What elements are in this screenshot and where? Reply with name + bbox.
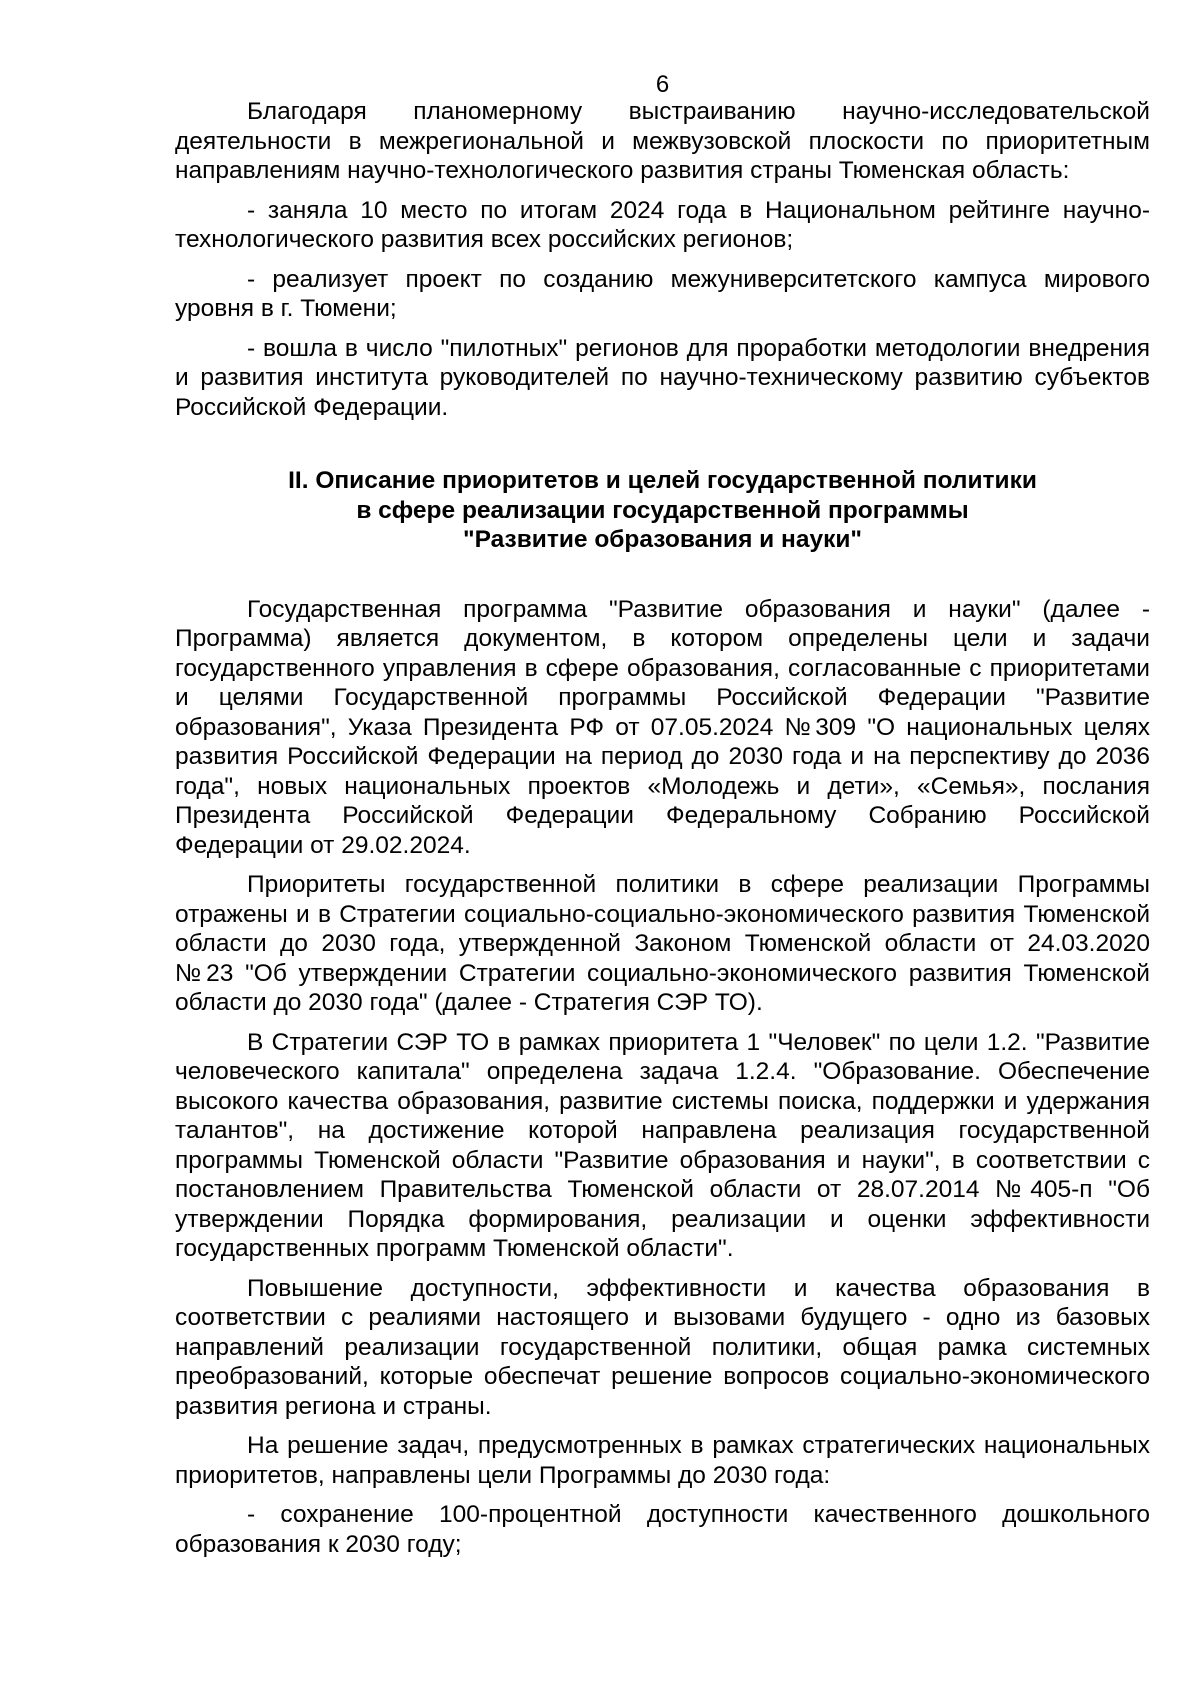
section-heading-line: в сфере реализации государственной программы (356, 496, 969, 524)
intro-paragraph: Благодаря планомерному выстраиванию научно-исследовательской деятельности в межрегиональной и межвузовской плоскости по приоритетным направлениям научно-технологического развития страны Тюменская область: (175, 98, 1150, 184)
page-number: 6 (655, 71, 670, 98)
body-paragraph: Повышение доступности, эффективности и качества образования в соответствии с реалиями настоящего и вызовами будущего - одно из базовых направлений реализации государственной политики, общая рамка системных преобразований, которые обеспечат решение вопросов социально-экономического развития региона и страны. (175, 1274, 1150, 1420)
body-paragraph: Государственная программа "Развитие образования и науки" (далее - Программа) является документом, в котором определены цели и задачи государственного управления в сфере образования, согласованные с приоритетами и целями Государственной программы Российской Федерации "Развитие образования", Указа Президента РФ от 07.05.2024 №309 "О национальных целях развития Российской Федерации на период до 2030 года и на перспективу до 2036 года", новых национальных проектов «Молодежь и дети», «Семья», послания Президента Российской Федерации Федеральному Собранию Российской Федерации от 29.02.2024. (175, 595, 1150, 859)
intro-list-item: - реализует проект по созданию межуниверситетского кампуса мирового уровня в г. Тюмени; (175, 265, 1150, 322)
section-heading-line: II. Описание приоритетов и целей государственной политики (288, 467, 1037, 494)
body-paragraph: На решение задач, предусмотренных в рамках стратегических национальных приоритетов, направлены цели Программы до 2030 года: (175, 1432, 1150, 1489)
intro-list-item: - заняла 10 место по итогам 2024 года в Национальном рейтинге научно-технологического развития всех российских регионов; (175, 196, 1150, 253)
body-list-item: - сохранение 100-процентной доступности качественного дошкольного образования к 2030 году; (175, 1501, 1150, 1558)
section-heading (175, 466, 1150, 555)
intro-list-item: - вошла в число "пилотных" регионов для проработки методологии внедрения и развития института руководителей по научно-техническому развитию субъектов Российской Федерации. (175, 334, 1150, 421)
document-page (175, 70, 1150, 1569)
body-paragraph: В Стратегии СЭР ТО в рамках приоритета 1 "Человек" по цели 1.2. "Развитие человеческого капитала" определена задача 1.2.4. "Образование. Обеспечение высокого качества образования, развитие системы поиска, поддержки и удержания талантов", на достижение которой направлена реализация государственной программы Тюменской области "Развитие образования и науки", в соответствии с постановлением Правительства Тюменской области от 28.07.2014 №405-п "Об утверждении Порядка формирования, реализации и оценки эффективности государственных программ Тюменской области". (175, 1028, 1150, 1262)
body-paragraph: Приоритеты государственной политики в сфере реализации Программы отражены и в Стратегии социально-социально-экономического развития Тюменской области до 2030 года, утвержденной Законом Тюменской области от 24.03.2020 №23 "Об утверждении Стратегии социально-экономического развития Тюменской области до 2030 года" (далее - Стратегия СЭР ТО). (175, 871, 1150, 1016)
section-heading-line: "Развитие образования и науки" (462, 526, 863, 553)
